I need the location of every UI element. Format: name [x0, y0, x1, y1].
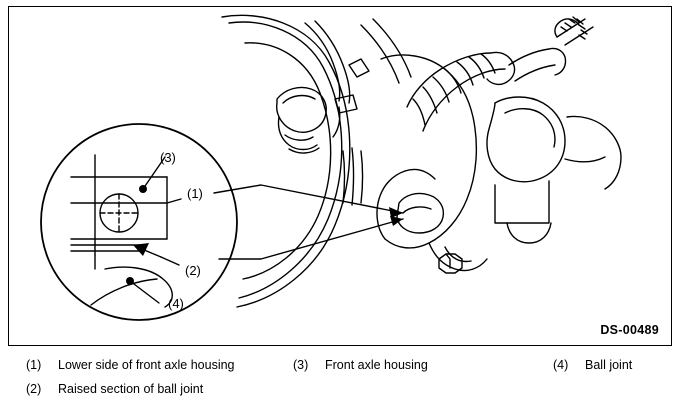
- leader-detail-to-balljoint-2: [214, 185, 403, 213]
- tie-rod-ball-boot: [278, 117, 317, 150]
- legend-item-number: (2): [26, 382, 42, 396]
- legend-item-label: Lower side of front axle housing: [58, 358, 235, 372]
- tie-rod-ball-boot-rib: [285, 135, 313, 140]
- drum-detail-1: [343, 151, 345, 203]
- callout-4-leader: [130, 281, 159, 303]
- drum-detail-3: [361, 151, 363, 203]
- callout-4-label: (4): [168, 296, 184, 311]
- legend-item-label: Front axle housing: [325, 358, 428, 372]
- leader-detail-to-balljoint: [219, 219, 403, 259]
- axle-housing-lower-edge: [377, 171, 405, 239]
- boot-rib-3: [433, 77, 449, 102]
- legend-column-3: [553, 358, 680, 382]
- legend-item: [553, 358, 680, 382]
- tie-rod-ball-end: [277, 87, 327, 132]
- figure-code-label: DS-00489: [600, 323, 659, 337]
- right-arm-bottom: [565, 157, 605, 162]
- tie-rod-shaft-bottom: [515, 65, 555, 81]
- tie-rod-ball-boot-rib2: [289, 148, 319, 153]
- callout-2-leader: [161, 257, 179, 265]
- legend: [8, 358, 672, 406]
- stud-head: [555, 19, 579, 37]
- callout-2-label: (2): [185, 263, 201, 278]
- tie-rod-end-cap: [549, 48, 566, 75]
- right-arm-end: [605, 127, 621, 189]
- legend-item-number: (1): [26, 358, 42, 372]
- legend-item: [26, 358, 296, 382]
- detail-circle: [41, 124, 237, 320]
- legend-column-1: [26, 358, 296, 406]
- upper-rod-left: [361, 25, 399, 83]
- right-bracket-inner: [505, 109, 555, 147]
- leader-arrowhead-2: [390, 216, 403, 226]
- boot-rib-1: [413, 99, 425, 125]
- boot-outline-top: [407, 53, 491, 107]
- legend-item: [293, 358, 543, 382]
- callout-1-leader: [167, 199, 181, 203]
- legend-item: [26, 382, 296, 406]
- detail-lower-curve: [91, 279, 157, 305]
- callout-2-arrowhead: [133, 243, 149, 256]
- legend-item-number: (4): [553, 358, 569, 372]
- callout-1-label: (1): [187, 186, 203, 201]
- right-bracket-bottom: [507, 223, 551, 243]
- boot-clamp-right: [487, 52, 515, 84]
- legend-item-label: Ball joint: [585, 358, 633, 372]
- legend-column-2: [293, 358, 543, 382]
- tie-rod-shaft-top: [509, 49, 549, 65]
- legend-item-label: Raised section of ball joint: [58, 382, 204, 396]
- right-arm-top: [567, 116, 605, 127]
- backing-plate-inner-arc: [229, 22, 342, 298]
- ball-joint-housing: [397, 193, 443, 233]
- ball-joint-raised-section: [403, 207, 431, 213]
- figure-frame: [8, 6, 672, 346]
- tie-rod-ball-end-detail: [283, 96, 315, 103]
- legend-item-number: (3): [293, 358, 309, 372]
- connector-block: [349, 59, 369, 77]
- right-bracket-left-edge: [487, 103, 495, 169]
- axle-housing-lower-edge-2: [405, 169, 435, 179]
- technical-illustration: [9, 7, 671, 345]
- callout-3-label: (3): [160, 150, 176, 165]
- drum-detail-2: [352, 148, 354, 205]
- right-bracket-flange: [495, 181, 549, 223]
